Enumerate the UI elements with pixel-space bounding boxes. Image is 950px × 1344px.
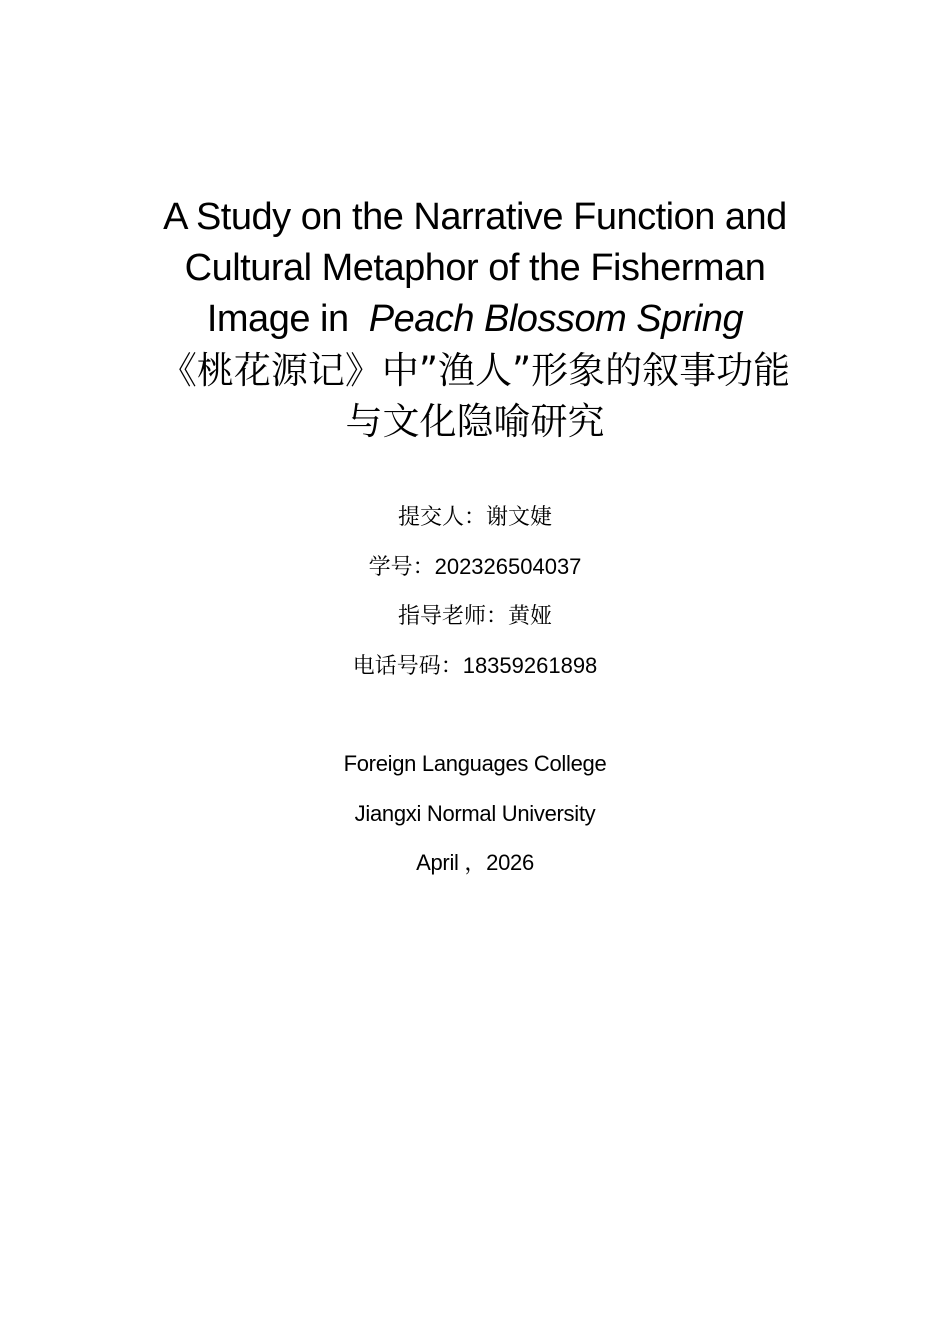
chinese-title [0, 345, 950, 447]
english-title-line-2: Cultural Metaphor of the Fisherman [184, 247, 766, 289]
institution-block [0, 744, 950, 893]
english-title-line-3 [0, 294, 950, 345]
english-title-line-3-prefix: Image in [206, 298, 349, 340]
submission-date: April ，2026 [416, 850, 534, 875]
book-title-italic: Peach Blossom Spring [368, 298, 744, 340]
english-title [0, 192, 950, 345]
author-info-block [0, 497, 950, 695]
phone-value: 18359261898 [462, 652, 598, 678]
college-name: Foreign Languages College [343, 751, 607, 776]
chinese-title-line-1: 《桃花源记》中”渔人”形象的叙事功能 [159, 349, 791, 392]
chinese-title-line-2: 与文化隐喻研究 [345, 400, 605, 443]
university-name: Jiangxi Normal University [354, 800, 596, 826]
phone-row [0, 646, 950, 696]
phone-label: 电话号码： [352, 653, 463, 679]
advisor-row [0, 596, 950, 646]
submitter-value: 谢文婕 [486, 505, 553, 530]
student-id-label: 学号： [368, 554, 435, 580]
title-block [0, 192, 950, 447]
student-id-value: 202326504037 [434, 553, 582, 579]
advisor-value: 黄娅 [508, 604, 553, 629]
submitter-row [0, 497, 950, 547]
submitter-label: 提交人： [397, 505, 486, 530]
student-id-row [0, 547, 950, 597]
advisor-label: 指导老师： [397, 604, 508, 629]
english-title-line-1: A Study on the Narrative Function and [163, 196, 787, 238]
